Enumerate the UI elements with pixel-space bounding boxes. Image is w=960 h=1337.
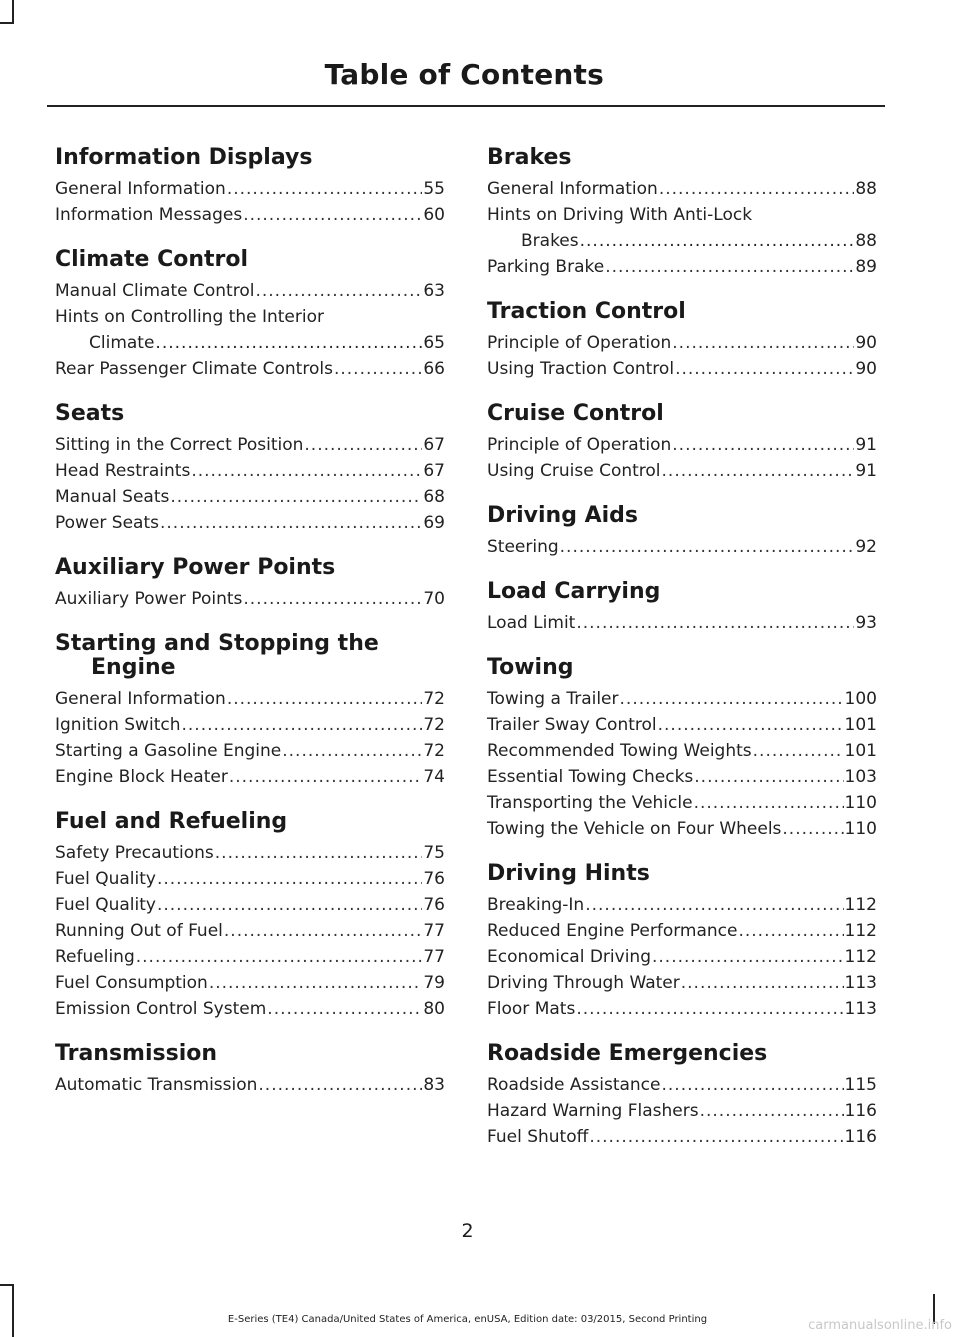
toc-entry-label: Refueling [55, 947, 135, 967]
dot-leader [560, 534, 855, 560]
toc-entry-page: 83 [423, 1075, 445, 1095]
toc-entry-label: Sitting in the Correct Position [55, 435, 304, 455]
toc-entry-page: 103 [844, 767, 877, 787]
section-heading [487, 580, 877, 604]
toc-entry-label: Trailer Sway Control [487, 715, 657, 735]
toc-entry[interactable] [487, 764, 877, 790]
toc-entry-page: 74 [423, 767, 445, 787]
toc-section [487, 402, 877, 484]
toc-entry-label-continuation: Brakes [521, 231, 579, 251]
dot-leader [224, 918, 422, 944]
toc-entry-label: Safety Precautions [55, 843, 214, 863]
toc-section [487, 1042, 877, 1150]
crop-mark [12, 0, 14, 22]
toc-section [487, 580, 877, 636]
toc-entry[interactable] [487, 202, 877, 254]
toc-entry-label: Manual Seats [55, 487, 170, 507]
dot-leader [255, 278, 422, 304]
toc-entry-page: 70 [423, 589, 445, 609]
toc-entry-label: Towing the Vehicle on Four Wheels [487, 819, 782, 839]
toc-entry[interactable] [55, 944, 445, 970]
section-heading-text: Cruise Control [487, 401, 664, 426]
toc-entry-page: 93 [855, 613, 877, 633]
toc-entry-page: 113 [844, 973, 877, 993]
dot-leader [160, 510, 422, 536]
dot-leader [661, 1072, 843, 1098]
toc-entry[interactable] [487, 1124, 877, 1150]
dot-leader [580, 228, 855, 254]
dot-leader [782, 816, 843, 842]
toc-entry-page: 88 [855, 231, 877, 251]
toc-entry[interactable] [487, 918, 877, 944]
toc-right-column [487, 146, 877, 1170]
toc-entry[interactable] [55, 712, 445, 738]
toc-entry[interactable] [487, 254, 877, 280]
toc-entry-page: 92 [855, 537, 877, 557]
dot-leader [243, 586, 422, 612]
toc-entry-page: 76 [423, 869, 445, 889]
toc-entry-label: Recommended Towing Weights [487, 741, 752, 761]
section-heading [55, 632, 445, 680]
toc-entry-label: Automatic Transmission [55, 1075, 258, 1095]
toc-entry[interactable] [487, 432, 877, 458]
toc-entry-page: 91 [855, 461, 877, 481]
toc-entry[interactable] [55, 970, 445, 996]
dot-leader [157, 892, 422, 918]
dot-leader [227, 686, 423, 712]
toc-entry-page: 116 [844, 1127, 877, 1147]
dot-leader [334, 356, 422, 382]
toc-entry-page: 113 [844, 999, 877, 1019]
toc-entry-label: Fuel Quality [55, 895, 156, 915]
dot-leader [753, 738, 844, 764]
toc-section [55, 146, 445, 228]
toc-entry-label: Auxiliary Power Points [55, 589, 243, 609]
toc-entry[interactable] [55, 176, 445, 202]
toc-entry-page: 89 [855, 257, 877, 277]
toc-entry[interactable] [487, 970, 877, 996]
toc-entry[interactable] [55, 840, 445, 866]
crop-mark [0, 22, 14, 24]
dot-leader [191, 458, 422, 484]
dot-leader [658, 712, 844, 738]
page-number: 2 [461, 1220, 474, 1242]
section-heading-text: Brakes [487, 145, 572, 170]
toc-entry[interactable] [55, 484, 445, 510]
section-heading-text: Driving Aids [487, 503, 639, 528]
section-heading-text: Auxiliary Power Points [55, 555, 336, 580]
section-heading [55, 810, 445, 834]
toc-entry-page: 100 [844, 689, 877, 709]
toc-section [55, 402, 445, 536]
toc-entry-label: Emission Control System [55, 999, 267, 1019]
toc-section [487, 862, 877, 1022]
toc-entry[interactable] [487, 816, 877, 842]
toc-entry-page: 115 [844, 1075, 877, 1095]
section-heading [487, 862, 877, 886]
toc-entry-page: 90 [855, 359, 877, 379]
dot-leader [227, 176, 423, 202]
toc-entry-label: General Information [487, 179, 658, 199]
toc-entry-label: Manual Climate Control [55, 281, 255, 301]
dot-leader [605, 254, 854, 280]
section-heading-text: Transmission [55, 1041, 218, 1066]
section-heading [487, 504, 877, 528]
toc-entry-label: Hints on Controlling the Interior [55, 307, 324, 327]
header-divider [47, 105, 885, 107]
dot-leader [181, 712, 422, 738]
toc-entry-page: 77 [423, 921, 445, 941]
toc-entry[interactable] [487, 944, 877, 970]
section-heading [487, 146, 877, 170]
toc-entry[interactable] [487, 458, 877, 484]
toc-entry-page: 65 [423, 333, 445, 353]
toc-entry-label: Essential Towing Checks [487, 767, 694, 787]
dot-leader [589, 1124, 843, 1150]
dot-leader [620, 686, 844, 712]
dot-leader [170, 484, 422, 510]
toc-entry-label: Head Restraints [55, 461, 191, 481]
dot-leader [157, 866, 422, 892]
toc-entry-label: General Information [55, 179, 226, 199]
footer-edition-info: E-Series (TE4) Canada/United States of America, enUSA, Edition date: 03/2015, Second Printing [227, 1314, 708, 1325]
toc-entry[interactable] [487, 176, 877, 202]
toc-entry-page: 77 [423, 947, 445, 967]
toc-entry[interactable] [487, 330, 877, 356]
dot-leader [675, 356, 854, 382]
dot-leader [659, 176, 855, 202]
toc-section [487, 146, 877, 280]
section-heading-text: Traction Control [487, 299, 686, 324]
toc-entry-label: Information Messages [55, 205, 243, 225]
toc-entry[interactable] [487, 686, 877, 712]
toc-entry-label: Running Out of Fuel [55, 921, 223, 941]
section-heading [55, 248, 445, 272]
toc-section [55, 1042, 445, 1098]
page-title: Table of Contents [324, 58, 604, 91]
toc-entry-page: 90 [855, 333, 877, 353]
toc-entry-label: Floor Mats [487, 999, 576, 1019]
watermark: carmanualsonline.info [808, 1318, 952, 1333]
toc-entry-label: Fuel Consumption [55, 973, 208, 993]
toc-entry-label: Starting a Gasoline Engine [55, 741, 282, 761]
toc-entry-page: 79 [423, 973, 445, 993]
section-heading [487, 300, 877, 324]
toc-section [55, 556, 445, 612]
section-heading-text: Towing [487, 655, 574, 680]
section-heading-text: Load Carrying [487, 579, 661, 604]
section-heading [55, 402, 445, 426]
toc-entry[interactable] [55, 738, 445, 764]
section-heading-text: Starting and Stopping the [55, 631, 379, 656]
dot-leader [662, 458, 855, 484]
toc-entry-label: Transporting the Vehicle [487, 793, 693, 813]
section-heading-text: Driving Hints [487, 861, 650, 886]
section-heading [55, 146, 445, 170]
toc-entry-label: General Information [55, 689, 226, 709]
section-heading [487, 1042, 877, 1066]
toc-entry[interactable] [55, 432, 445, 458]
toc-entry-label: Parking Brake [487, 257, 605, 277]
toc-entry-label: Breaking-In [487, 895, 585, 915]
toc-entry-page: 66 [423, 359, 445, 379]
crop-mark [12, 1284, 14, 1337]
toc-entry-label: Principle of Operation [487, 435, 672, 455]
toc-entry[interactable] [55, 586, 445, 612]
dot-leader [576, 610, 854, 636]
toc-entry-page: 110 [844, 819, 877, 839]
toc-section [487, 656, 877, 842]
toc-entry[interactable] [55, 304, 445, 356]
toc-entry-label-continuation: Climate [89, 333, 155, 353]
toc-entry[interactable] [487, 738, 877, 764]
toc-entry-page: 101 [844, 715, 877, 735]
toc-entry-label: Ignition Switch [55, 715, 181, 735]
toc-entry-page: 55 [423, 179, 445, 199]
toc-section [487, 300, 877, 382]
toc-entry[interactable] [55, 866, 445, 892]
toc-entry[interactable] [487, 1072, 877, 1098]
toc-entry-label: Driving Through Water [487, 973, 680, 993]
toc-entry-page: 67 [423, 435, 445, 455]
toc-entry-label: Fuel Shutoff [487, 1127, 589, 1147]
toc-entry-page: 88 [855, 179, 877, 199]
toc-entry-page: 116 [844, 1101, 877, 1121]
toc-entry-page: 63 [423, 281, 445, 301]
toc-entry[interactable] [55, 510, 445, 536]
section-heading [487, 656, 877, 680]
dot-leader [585, 892, 843, 918]
toc-entry[interactable] [55, 356, 445, 382]
dot-leader [681, 970, 844, 996]
section-heading-text: Fuel and Refueling [55, 809, 288, 834]
toc-entry[interactable] [487, 534, 877, 560]
dot-leader [209, 970, 423, 996]
toc-entry-label: Rear Passenger Climate Controls [55, 359, 333, 379]
toc-entry[interactable] [487, 892, 877, 918]
toc-entry-page: 101 [844, 741, 877, 761]
toc-entry[interactable] [55, 1072, 445, 1098]
dot-leader [229, 764, 423, 790]
dot-leader [243, 202, 422, 228]
toc-entry-page: 112 [844, 921, 877, 941]
toc-entry-label: Hazard Warning Flashers [487, 1101, 699, 1121]
toc-entry-page: 80 [423, 999, 445, 1019]
toc-section [487, 504, 877, 560]
toc-entry-page: 60 [423, 205, 445, 225]
toc-entry[interactable] [55, 686, 445, 712]
dot-leader [258, 1072, 422, 1098]
toc-entry-label: Load Limit [487, 613, 576, 633]
section-heading-text: Information Displays [55, 145, 313, 170]
toc-entry[interactable] [487, 1098, 877, 1124]
toc-section [55, 810, 445, 1022]
dot-leader [672, 330, 854, 356]
toc-entry-page: 75 [423, 843, 445, 863]
toc-entry-page: 76 [423, 895, 445, 915]
toc-entry[interactable] [55, 202, 445, 228]
dot-leader [215, 840, 423, 866]
section-heading [55, 1042, 445, 1066]
toc-entry[interactable] [487, 356, 877, 382]
dot-leader [738, 918, 843, 944]
toc-entry[interactable] [55, 892, 445, 918]
dot-leader [155, 330, 422, 356]
section-heading-text: Seats [55, 401, 125, 426]
toc-entry[interactable] [55, 918, 445, 944]
toc-entry-page: 110 [844, 793, 877, 813]
dot-leader [700, 1098, 844, 1124]
toc-entry-page: 72 [423, 741, 445, 761]
dot-leader [576, 996, 843, 1022]
toc-entry-page: 112 [844, 895, 877, 915]
dot-leader [694, 764, 843, 790]
toc-entry-label: Reduced Engine Performance [487, 921, 738, 941]
toc-entry-label: Using Traction Control [487, 359, 675, 379]
dot-leader [304, 432, 422, 458]
toc-entry-label: Fuel Quality [55, 869, 156, 889]
toc-entry-page: 68 [423, 487, 445, 507]
toc-entry-page: 67 [423, 461, 445, 481]
toc-entry-label: Economical Driving [487, 947, 651, 967]
toc-entry-label: Steering [487, 537, 559, 557]
toc-entry[interactable] [487, 712, 877, 738]
section-heading [487, 402, 877, 426]
toc-entry-page: 72 [423, 689, 445, 709]
toc-entry-page: 91 [855, 435, 877, 455]
toc-entry-label: Roadside Assistance [487, 1075, 661, 1095]
toc-entry-page: 69 [423, 513, 445, 533]
toc-entry[interactable] [487, 610, 877, 636]
section-heading-text: Roadside Emergencies [487, 1041, 768, 1066]
dot-leader [267, 996, 422, 1022]
crop-mark [0, 1284, 14, 1286]
dot-leader [672, 432, 854, 458]
toc-entry-label: Using Cruise Control [487, 461, 661, 481]
dot-leader [652, 944, 844, 970]
toc-entry[interactable] [55, 764, 445, 790]
section-heading-continuation: Engine [91, 655, 176, 680]
toc-left-column [55, 146, 445, 1118]
toc-entry-label: Engine Block Heater [55, 767, 228, 787]
toc-section [55, 248, 445, 382]
toc-section [55, 632, 445, 790]
toc-entry-label: Power Seats [55, 513, 159, 533]
toc-entry-label: Hints on Driving With Anti-Lock [487, 205, 753, 225]
toc-entry[interactable] [55, 278, 445, 304]
dot-leader [694, 790, 844, 816]
dot-leader [282, 738, 422, 764]
dot-leader [136, 944, 423, 970]
toc-entry-label: Principle of Operation [487, 333, 672, 353]
section-heading [55, 556, 445, 580]
toc-entry[interactable] [487, 996, 877, 1022]
section-heading-text: Climate Control [55, 247, 249, 272]
toc-entry-label: Towing a Trailer [487, 689, 619, 709]
toc-entry[interactable] [55, 996, 445, 1022]
toc-entry[interactable] [55, 458, 445, 484]
toc-entry-page: 112 [844, 947, 877, 967]
toc-entry-page: 72 [423, 715, 445, 735]
toc-entry[interactable] [487, 790, 877, 816]
